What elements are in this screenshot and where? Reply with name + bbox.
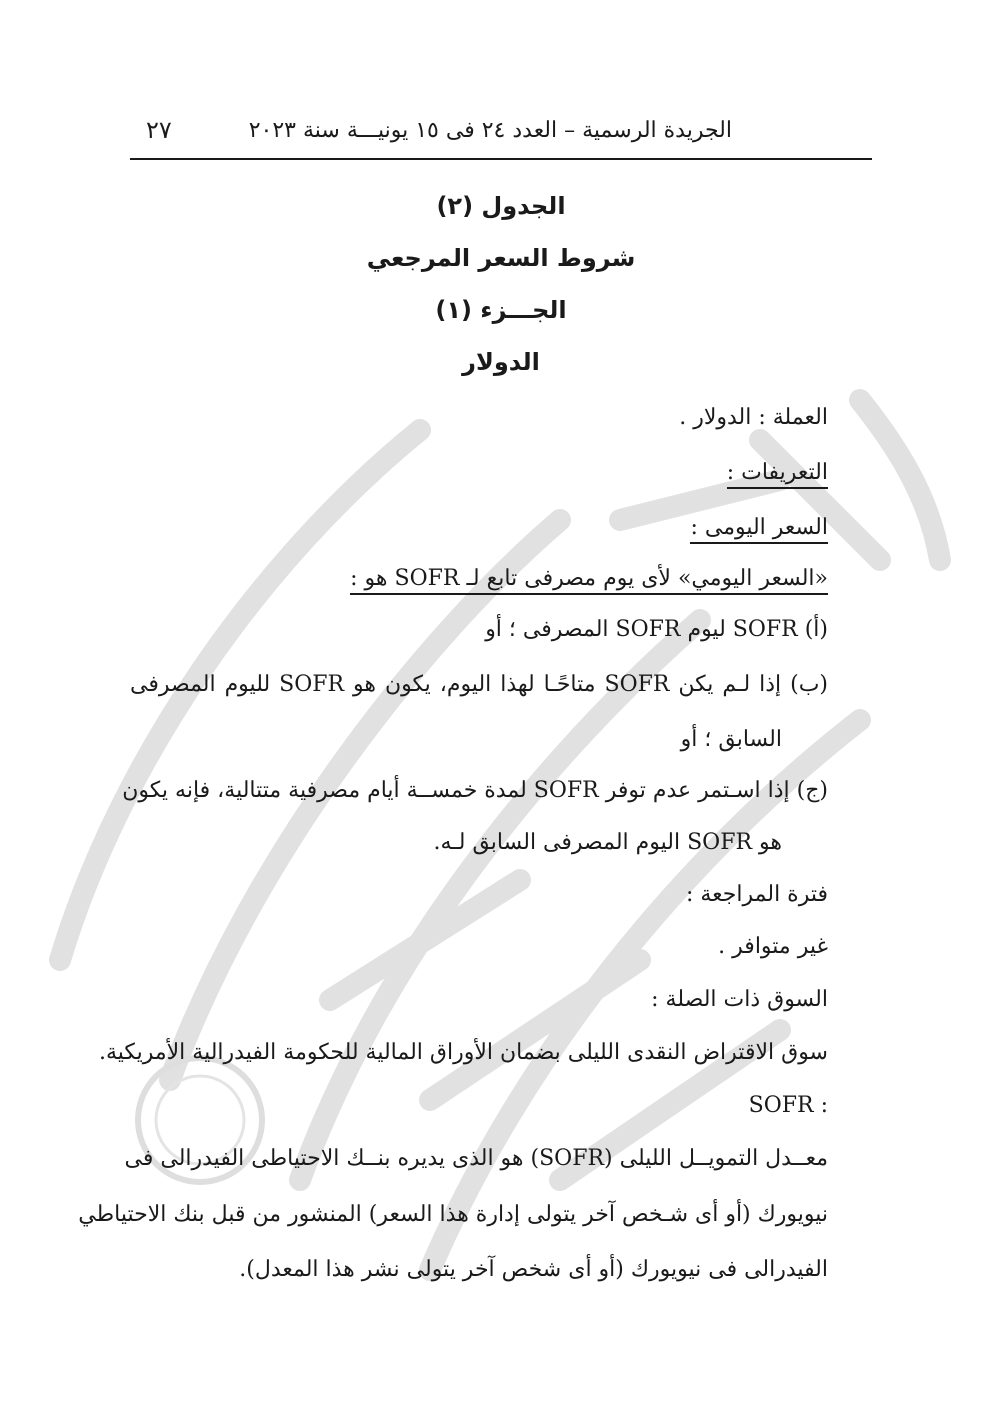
review-period-label: فترة المراجعة : — [685, 882, 828, 907]
item-c-line-2: هو SOFR اليوم المصرفى السابق لـه. — [433, 830, 782, 855]
sofr-definition-line-2: نيويورك (أو أى شـخص آخر يتولى إدارة هذا السعر) المنشور من قبل بنك الاحتياطي — [78, 1202, 828, 1227]
page-number: ٢٧ — [146, 116, 172, 144]
definitions-label: التعريفات : — [727, 460, 828, 489]
part-heading: الجـــزء (١) — [435, 296, 567, 324]
sofr-label: : SOFR — [748, 1093, 828, 1118]
sofr-definition-line-3: الفيدرالى فى نيويورك (أو أى شخص آخر يتولى نشر هذا المعدل). — [239, 1257, 828, 1282]
sofr-definition-line-1: معــدل التمويــل الليلى (SOFR) هو الذى يديره بنــك الاحتياطى الفيدرالى فى — [124, 1146, 828, 1171]
not-available-text: غير متوافر . — [718, 934, 828, 959]
definitions-wrapper — [727, 460, 828, 485]
table-heading: الجدول (٢) — [436, 192, 566, 220]
currency-heading: الدولار — [462, 348, 540, 376]
currency-line: العملة : الدولار . — [679, 405, 828, 430]
item-a: (أ) SOFR ليوم SOFR المصرفى ؛ أو — [485, 617, 828, 642]
daily-rate-def-wrapper — [350, 566, 828, 591]
page-header — [130, 112, 872, 160]
item-b-line-1: (ب) إذا لـم يكن SOFR متاحًـا لهذا اليوم، يكون هو SOFR لليوم المصرفى — [130, 672, 828, 697]
item-c-line-1: (ج) إذا اسـتمر عدم توفر SOFR لمدة خمســة أيام مصرفية متتالية، فإنه يكون — [122, 778, 828, 803]
gazette-header-title: الجريدة الرسمية – العدد ٢٤ فى ١٥ يونيـــة سنة ٢٠٢٣ — [248, 118, 732, 143]
item-b-line-2: السابق ؛ أو — [680, 727, 782, 752]
daily-rate-wrapper — [690, 515, 828, 540]
daily-rate-definition: «السعر اليومي» لأى يوم مصرفى تابع لـ SOFR هو : — [350, 566, 828, 595]
daily-rate-label: السعر اليومى : — [690, 515, 828, 544]
terms-heading: شروط السعر المرجعي — [366, 244, 636, 272]
relevant-market-label: السوق ذات الصلة : — [651, 987, 828, 1012]
market-definition: سوق الاقتراض النقدى الليلى بضمان الأوراق المالية للحكومة الفيدرالية الأمريكية. — [99, 1040, 828, 1065]
